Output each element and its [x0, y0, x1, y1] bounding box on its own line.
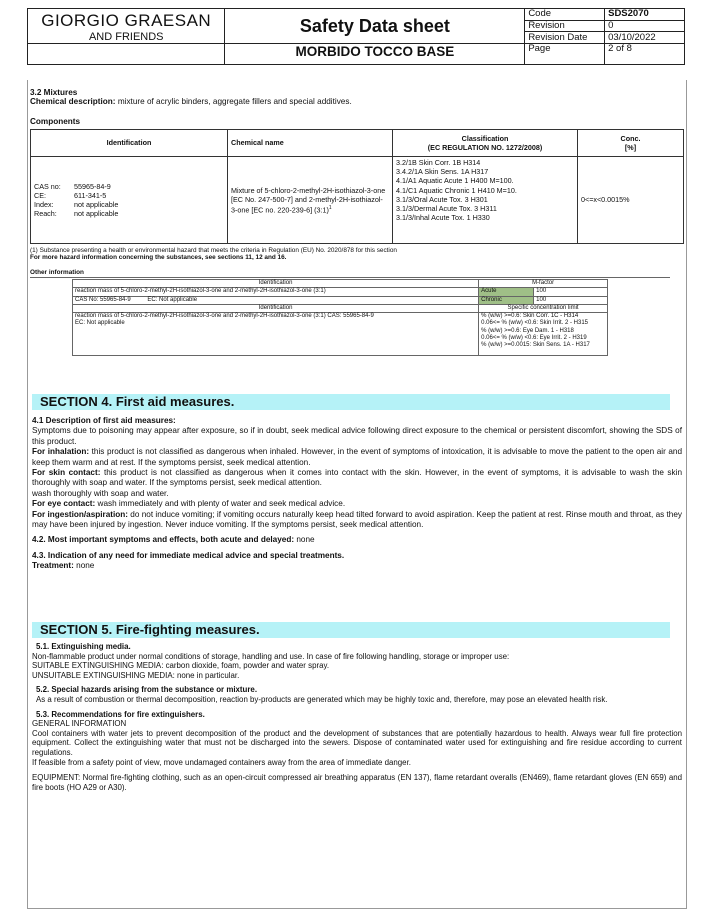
ingestion-label: For ingestion/aspiration: — [32, 509, 129, 519]
footnote-criteria: (1) Substance presenting a health or environmental hazard that meets the criteria in Regulation (EU) No. 2020/878 for this section — [30, 247, 397, 254]
skin-extra: wash thoroughly with soap and water. — [32, 488, 169, 498]
class-line: 4.1/C1 Aquatic Chronic 1 H410 M=10. — [396, 185, 517, 195]
other-info-label: Other information — [30, 269, 670, 278]
document-title: Safety Data sheet — [225, 9, 525, 44]
page-label: Page — [525, 44, 605, 65]
chronic-value: 100 — [534, 296, 608, 304]
chemical-name-footnote: 1 — [328, 204, 332, 211]
scl-col-identification: Identification — [73, 304, 479, 312]
col-classification-line1: Classification — [461, 133, 509, 143]
class-line: 3.1/3/Inhal Acute Tox. 1 H330 — [396, 213, 490, 223]
mfactor-substance: reaction mass of 5-chloro-2-methyl-2H-isothiazol-3-one and 2-methyl-2H-isothiazol-3-one (3:1) — [73, 288, 479, 296]
chemical-description — [30, 97, 680, 107]
col-chemical-name: Chemical name — [228, 130, 393, 157]
cas-label: CAS no: — [34, 181, 61, 191]
chem-desc-text: mixture of acrylic binders, aggregate fillers and special additives. — [115, 97, 352, 106]
company-subtitle: AND FRIENDS — [88, 31, 164, 43]
col-conc-line1: Conc. — [620, 133, 641, 143]
table-row — [31, 157, 684, 244]
treatment-text: none — [73, 561, 95, 571]
revision-date-label: Revision Date — [525, 32, 605, 44]
reach-value: not applicable — [74, 209, 119, 219]
medical-advice-heading: 4.3. Indication of any need for immediate medical advice and special treatments. — [32, 550, 345, 560]
limit-line: % (w/w) >=0.6: Skin Corr. 1C - H314 — [481, 313, 579, 320]
skin-text: this product is not classified as dangerous when it comes into contact with the skin. However, in the event of symptoms, it is advisable to wash the skin thoroughly with soap and water. If the symptoms persist, seek medical attention. — [32, 468, 682, 488]
move-containers-text: If feasible from a safety point of view, move undamaged containers away from the area of immediate danger. — [32, 757, 411, 767]
limit-line: % (w/w) >=0.6: Eye Dam. 1 - H318 — [481, 327, 574, 334]
m-factor-table — [72, 279, 608, 356]
page-value: 2 of 8 — [605, 44, 685, 65]
col-conc-line2: [%] — [624, 143, 637, 152]
footnote-more-info: For more hazard information concerning the substances, see sections 11, 12 and 16. — [30, 254, 287, 261]
scl-substance-name: reaction mass of 5-chloro-2-methyl-2H-isothiazol-3-one and 2-methyl-2H-isothiazol-3-one (3:1) CAS: 55965-84-9 — [75, 313, 374, 320]
special-hazards-heading: 5.2. Special hazards arising from the substance or mixture. — [36, 685, 258, 695]
section4-body — [32, 416, 682, 572]
revision-date-value: 03/10/2022 — [605, 32, 685, 44]
revision-value: 0 — [605, 20, 685, 32]
class-line: 3.2/1B Skin Corr. 1B H314 — [396, 158, 481, 167]
concentration-cell: 0<=x<0.0015% — [578, 157, 684, 244]
chem-desc-label: Chemical description: — [30, 97, 116, 106]
ce-value: 611-341-5 — [74, 190, 107, 200]
identification-cell — [31, 157, 228, 244]
limit-line: 0.06<= % (w/w) <0.6: Skin Irrit. 2 - H315 — [481, 320, 589, 327]
symptoms-paragraph — [32, 535, 682, 545]
col-concentration — [578, 130, 684, 157]
acute-value: 100 — [534, 288, 608, 296]
ingestion-paragraph — [32, 510, 682, 531]
special-hazards-text: As a result of combustion or thermal decomposition, reaction by-products are generated which may be highly toxic and, therefore, may pose an elevated health risk. — [36, 694, 608, 704]
symptoms-text: none — [294, 535, 315, 545]
index-label: Index: — [34, 200, 54, 209]
mfactor-col-mfactor: M-factor — [479, 280, 608, 288]
unsuitable-media: UNSUITABLE EXTINGUISHING MEDIA: none in particular. — [32, 670, 240, 680]
skin-label: For skin contact: — [32, 468, 101, 478]
class-line: 3.4.2/1A Skin Sens. 1A H317 — [396, 167, 489, 177]
company-name: GIORGIO GRAESAN — [41, 11, 212, 30]
code-label: Code — [525, 9, 605, 21]
chronic-label: Chronic — [479, 296, 534, 304]
company-cell — [28, 9, 225, 44]
extinguishing-text: Non-flammable product under normal conditions of storage, handling and use. In case of fire following handling, storage or improper use: — [32, 651, 510, 661]
col-classification-line2: (EC REGULATION NO. 1272/2008) — [427, 143, 543, 152]
col-identification: Identification — [31, 130, 228, 157]
class-line: 3.1/3/Dermal Acute Tox. 3 H311 — [396, 204, 497, 214]
scl-substance — [73, 313, 479, 356]
document-header — [27, 8, 685, 65]
scl-col-limit: Specific concentration limit — [479, 304, 608, 312]
col-classification — [393, 130, 578, 157]
class-line: 3.1/3/Oral Acute Tox. 3 H301 — [396, 194, 488, 204]
mfactor-substance-ids: CAS No: 55965-84-9 EC: Not applicable — [73, 296, 479, 304]
section4-title: SECTION 4. First aid measures. — [32, 394, 670, 410]
symptoms-label: 4.2. Most important symptoms and effects, both acute and delayed: — [32, 535, 295, 545]
section5-body — [32, 642, 682, 792]
section5-title: SECTION 5. Fire-fighting measures. — [32, 622, 670, 638]
reach-label: Reach: — [34, 209, 57, 219]
first-aid-intro: Symptoms due to poisoning may appear after exposure, so if in doubt, seek medical advice following direct exposure to the chemical or persistent discomfort, showing the SDS of this product. — [32, 426, 682, 446]
first-aid-heading: 4.1 Description of first aid measures: — [32, 416, 176, 425]
sds-page — [27, 8, 685, 908]
limit-line: % (w/w) >=0.0015: Skin Sens. 1A - H317 — [481, 342, 590, 349]
mixtures-heading: 3.2 Mixtures — [30, 88, 78, 97]
components-table — [30, 129, 684, 244]
mfactor-col-identification: Identification — [73, 280, 479, 288]
inhalation-label: For inhalation: — [32, 447, 90, 457]
treatment-label: Treatment: — [32, 561, 74, 571]
general-info-text: Cool containers with water jets to prevent decomposition of the product and the development of substances that are potentially hazardous to health. Always wear full fire protection equipment. Collect the extinguishing water that must not be discharged into the sewers. Dispose of contaminated water used for extinguishing and fire residue according to current regulations. — [32, 728, 682, 757]
components-label: Components — [30, 117, 81, 126]
skin-paragraph — [32, 468, 682, 489]
ingestion-text: do not induce vomiting; if vomiting occurs naturally keep head tilted forward to avoid aspiration. Keep the patient at rest. Rinse mouth and throat, as they may have been injured by ingestion. Never induce vomiting. If the symptoms persist, seek medical attention. — [32, 509, 682, 530]
product-name: MORBIDO TOCCO BASE — [225, 44, 525, 65]
eye-paragraph — [32, 499, 682, 509]
page-content — [27, 80, 687, 909]
scl-substance-ec: EC: Not applicable — [75, 320, 125, 327]
code-value: SDS2070 — [605, 9, 685, 21]
revision-label: Revision — [525, 20, 605, 32]
class-line: 4.1/A1 Aquatic Acute 1 H400 M=100. — [396, 176, 514, 186]
index-value: not applicable — [74, 200, 119, 209]
acute-label: Acute — [479, 288, 534, 296]
inhalation-paragraph — [32, 447, 682, 468]
suitable-media: SUITABLE EXTINGUISHING MEDIA: carbon dioxide, foam, powder and water spray. — [32, 661, 330, 671]
chemical-name-cell — [228, 157, 393, 244]
recommendations-heading: 5.3. Recommendations for fire extinguishers. — [36, 709, 205, 719]
ce-label: CE: — [34, 190, 46, 200]
extinguishing-heading: 5.1. Extinguishing media. — [36, 642, 131, 651]
scl-limits — [479, 313, 608, 356]
limit-line: 0.06<= % (w/w) <0.6: Eye Irrit. 2 - H319 — [481, 335, 587, 342]
eye-label: For eye contact: — [32, 499, 96, 509]
general-info-label: GENERAL INFORMATION — [32, 719, 127, 729]
inhalation-text: this product is not classified as dangerous when inhaled. However, in the event of symptoms of intoxication, it is advisable to move the patient to the open air and keep them warm and at rest. If the symptoms persist, seek medical attention. — [32, 447, 682, 467]
chemical-name: Mixture of 5-chloro-2-methyl-2H-isothiazol-3-one [EC No. 247-500-7] and 2-methyl-2H-isothiazol-3-one [EC no. 220-239-6] (3:1) — [231, 185, 386, 215]
classification-cell — [393, 157, 578, 244]
treatment-paragraph — [32, 561, 682, 571]
equipment-text: EQUIPMENT: Normal fire-fighting clothing, such as an open-circuit compressed air breathing apparatus (EN 137), flame retardant overalls (EN469), flame retardant gloves (EN 659) and fire boots (HO A29 or A30). — [32, 773, 682, 792]
eye-text: wash immediately and with plenty of water and seek medical advice. — [95, 499, 346, 509]
cas-value: 55965-84-9 — [74, 181, 111, 191]
